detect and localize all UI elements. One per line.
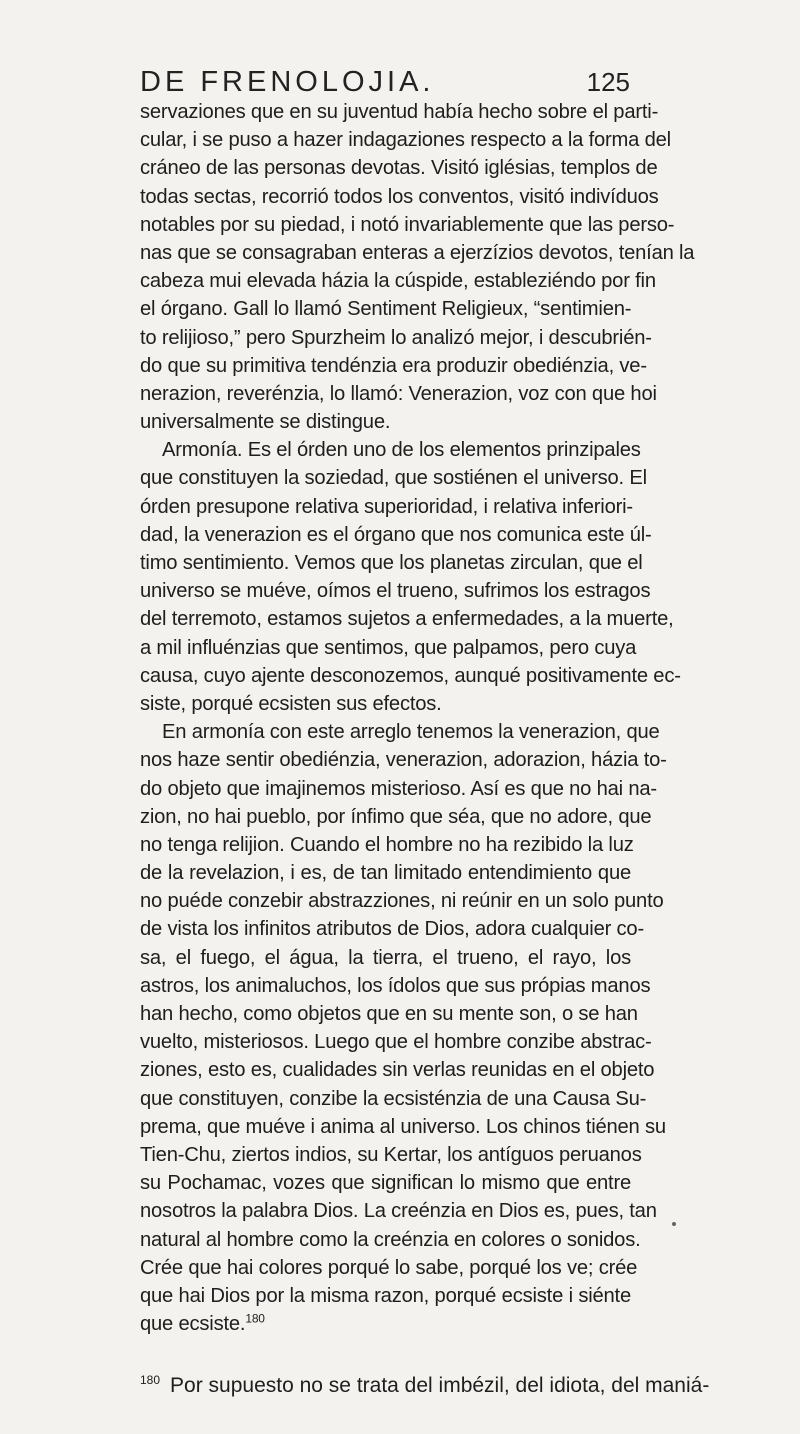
text-line: no puéde conzebir abstrazziones, ni reúnir en un solo punto (140, 890, 664, 913)
text-line: universo se muéve, oímos el trueno, sufrimos los estragos (140, 580, 651, 603)
text-line: ziones, esto es, cualidades sin verlas reunidas en el objeto (140, 1059, 655, 1082)
text-line: que hai Dios por la misma razon, porqué ecsiste i siénte (140, 1284, 631, 1307)
text-line: prema, que muéve i anima al universo. Los chinos tiénen su (140, 1115, 666, 1138)
text-line: timo sentimiento. Vemos que los planetas zirculan, que el (140, 552, 643, 574)
text-line: nas que se consagraban enteras a ejerzízios devotos, tenían la (140, 241, 695, 264)
text-line: que ecsiste. (140, 1313, 246, 1336)
text-line: su Pochamac, vozes que significan lo mismo que entre (140, 1172, 631, 1195)
text-line: el órgano. Gall lo llamó Sentiment Religieux, “sentimien- (140, 298, 632, 321)
text-line: servaziones que en su juventud había hecho sobre el parti- (140, 101, 659, 123)
text-line: han hecho, como objetos que en su mente son, o se han (140, 1003, 638, 1025)
text-line: órden presupone relativa superioridad, i relativa inferiori- (140, 495, 633, 518)
running-head (140, 66, 630, 102)
text-line-with-footnote-ref (140, 1310, 631, 1338)
text-line: cular, i se puso a hazer indagaziones respecto a la forma del (140, 129, 671, 152)
text-line: nerazion, reverénzia, lo llamó: Venerazion, voz con que hoi (140, 382, 657, 405)
text-line: cabeza mui elevada házia la cúspide, estableziéndo por fin (140, 270, 656, 293)
footnote-text: Por supuesto no se trata del imbézil, del idiota, del maniá- (170, 1374, 710, 1397)
text-line: siste, porqué ecsisten sus efectos. (140, 692, 442, 715)
text-line: universalmente se distingue. (140, 411, 391, 434)
text-line: vuelto, misteriosos. Luego que el hombre conzibe abstrac- (140, 1031, 652, 1054)
footnote-marker: 180 (245, 1311, 265, 1326)
text-line: nosotros la palabra Dios. La creénzia en Dios es, pues, tan (140, 1200, 657, 1223)
text-line: astros, los animaluchos, los ídolos que sus própias manos (140, 974, 651, 997)
paragraph-start-line: Armonía. Es el órden uno de los elementos prinzipales (162, 439, 641, 462)
text-line: do que su primitiva tendénzia era produzir obediénzia, ve- (140, 354, 647, 377)
text-line: del terremoto, estamos sujetos a enfermedades, a la muerte, (140, 608, 674, 631)
text-line: to relijioso,” pero Spurzheim lo analizó mejor, i descubrién- (140, 326, 652, 349)
text-line: sa, el fuego, el água, la tierra, el trueno, el rayo, los (140, 946, 631, 969)
text-line: zion, no hai pueblo, por ínfimo que séa, que no adore, que (140, 805, 652, 828)
text-line: Crée que hai colores porqué lo sabe, porqué los ve; crée (140, 1256, 638, 1279)
text-line: cráneo de las personas devotas. Visitó iglésias, templos de (140, 157, 658, 180)
text-line: dad, la venerazion es el órgano que nos comunica este úl- (140, 523, 652, 546)
text-line: notables por su piedad, i notó invariablemente que las perso- (140, 213, 675, 236)
text-line: todas sectas, recorrió todos los conventos, visitó indivíduos (140, 185, 659, 208)
text-line: de la revelazion, i es, de tan limitado entendimiento que (140, 862, 631, 885)
text-line: Tien-Chu, ziertos indios, su Kertar, los antíguos peruanos (140, 1143, 642, 1166)
text-line: no tenga relijion. Cuando el hombre no ha rezibido la luz (140, 833, 634, 856)
text-line: natural al hombre como la creénzia en colores o sonidos. (140, 1228, 641, 1251)
page-number: 125 (586, 67, 630, 97)
text-line: nos haze sentir obediénzia, venerazion, adorazion, házia to- (140, 749, 667, 772)
text-line: que constituyen la soziedad, que sostiénen el universo. El (140, 467, 647, 490)
text-line: causa, cuyo ajente desconozemos, aunqué positivamente ec- (140, 664, 681, 687)
body-text (140, 98, 695, 1338)
paragraph-start-line: En armonía con este arreglo tenemos la venerazion, que (162, 721, 660, 744)
text-line: de vista los infinitos atributos de Dios, adora cualquier co- (140, 918, 644, 941)
text-line: a mil influénzias que sentimos, que palpamos, pero cuya (140, 636, 637, 659)
footnote (140, 1373, 710, 1398)
text-line: do objeto que imajinemos misterioso. Así es que no hai na- (140, 777, 657, 800)
text-line: que constituyen, conzibe la ecsisténzia de una Causa Su- (140, 1087, 647, 1110)
running-head-title: DE FRENOLOJIA. (140, 66, 435, 98)
ink-speck (672, 1222, 676, 1226)
footnote-number: 180 (140, 1373, 161, 1387)
